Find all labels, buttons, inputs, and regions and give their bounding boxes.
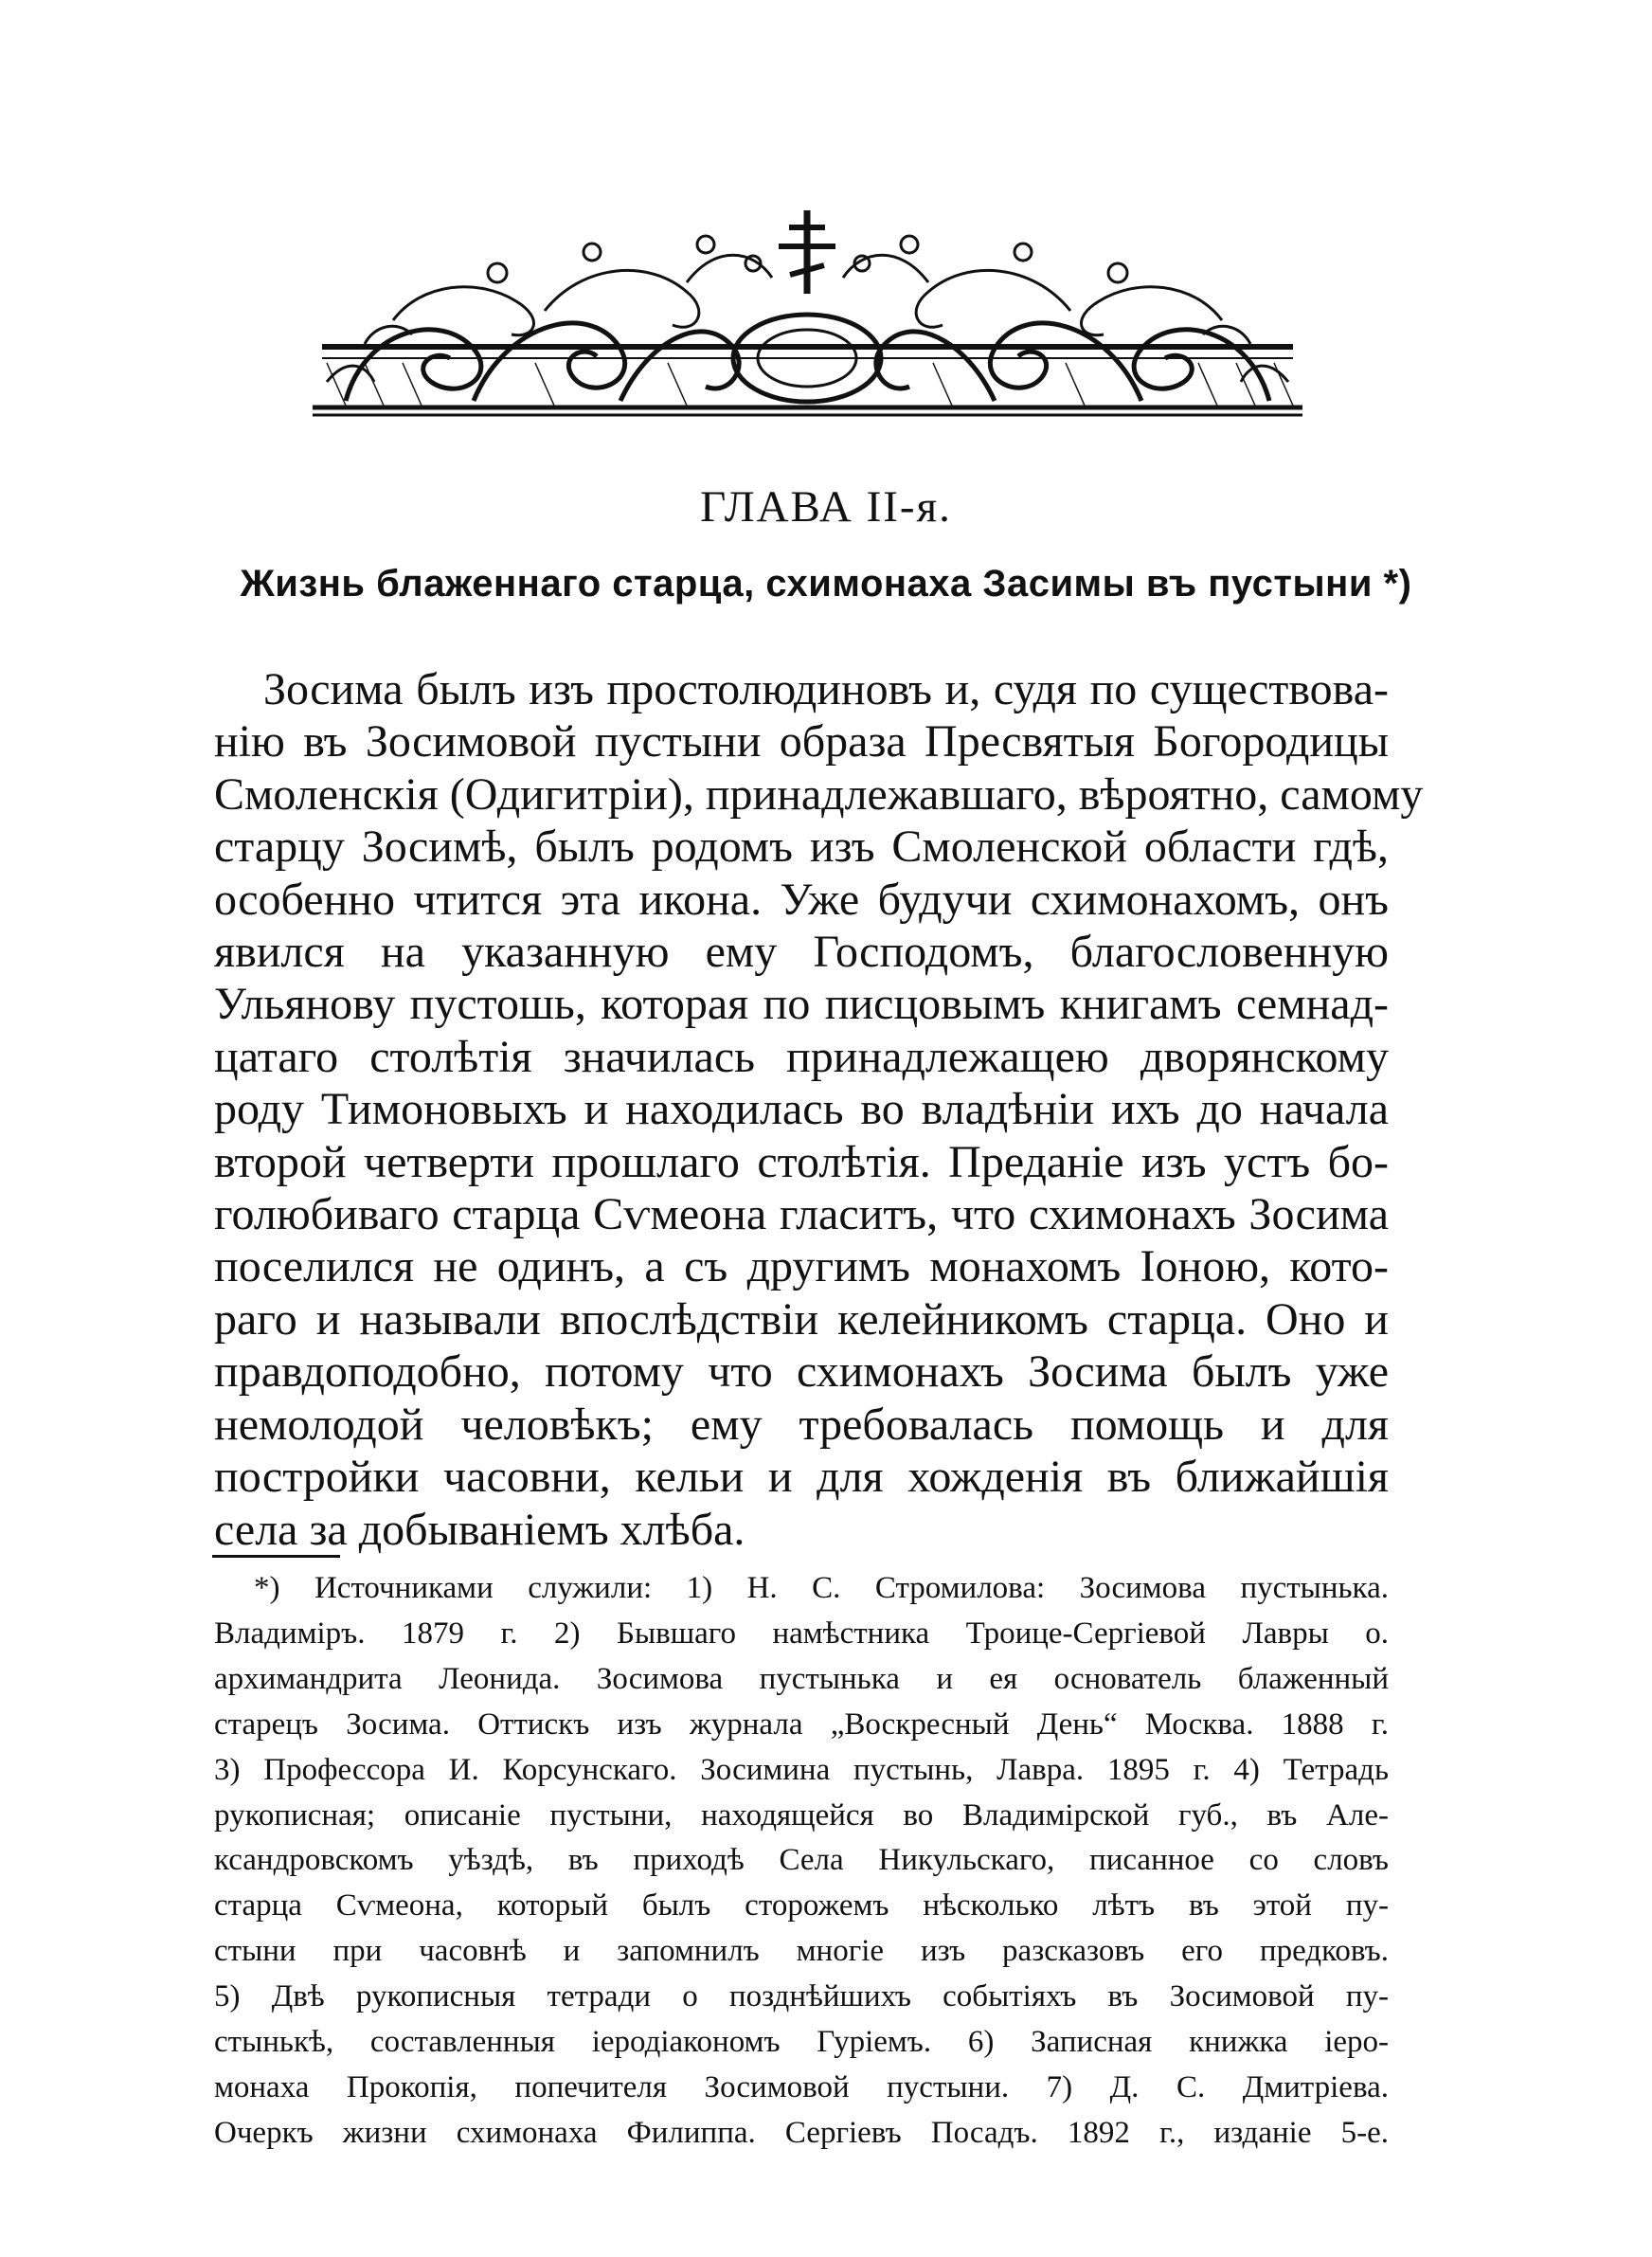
body-line: явился на указанную ему Господомъ, благословенную: [214, 927, 1389, 978]
body-line: Смоленскія (Одигитріи), принадлежавшаго, вѣроятно, самому: [214, 768, 1424, 820]
footnote-line: монаха Прокопія, попечителя Зосимовой пустыни. 7) Д. С. Дмитріева.: [214, 2069, 1389, 2104]
footnote-line: Владиміръ. 1879 г. 2) Бывшаго намѣстника Троице-Сергіевой Лавры о.: [214, 1616, 1389, 1651]
body-line: особенно чтится эта икона. Уже будучи схимонахомъ, онъ: [214, 874, 1389, 925]
footnote-line: 5) Двѣ рукописныя тетради о позднѣйшихъ событіяхъ въ Зосимовой пу-: [214, 1979, 1389, 2014]
footnote-line: старца Сѵмеона, который былъ сторожемъ нѣсколько лѣтъ въ этой пу-: [214, 1888, 1389, 1923]
footnote: [214, 1566, 1389, 2157]
footnote-line: *) Источниками служили: 1) Н. С. Стромилова: Зосимова пустынька.: [254, 1571, 1389, 1605]
footnote-line: архимандрита Леонида. Зосимова пустынька и ея основатель блаженный: [214, 1661, 1389, 1696]
chapter-heading: ГЛАВА II-я.: [700, 482, 952, 532]
footnote-line: старецъ Зосима. Оттискъ изъ журнала „Воскресный День“ Москва. 1888 г.: [214, 1706, 1389, 1742]
footnote-line: 3) Профессора И. Корсунскаго. Зосимина пустынь, Лавра. 1895 г. 4) Тетрадь: [214, 1752, 1389, 1787]
body-line: роду Тимоновыхъ и находилась во владѣніи ихъ до начала: [214, 1084, 1389, 1135]
headpiece-ornament-icon: [308, 207, 1307, 423]
footnote-line: рукописная; описаніе пустыни, находящейся во Владимірской губ., въ Але-: [214, 1797, 1389, 1833]
body-line: постройки часовни, кельи и для хожденія въ ближайшія: [214, 1452, 1389, 1503]
footnote-line: ксандровскомъ уѣздѣ, въ приходѣ Села Никульскаго, писанное со словъ: [214, 1843, 1389, 1878]
footnote-separator: [212, 1555, 340, 1558]
body-line: села за добываніемъ хлѣба.: [214, 1504, 745, 1555]
body-paragraph: [214, 663, 1424, 1556]
body-line: правдоподобно, потому что схимонахъ Зосима былъ уже: [214, 1346, 1389, 1398]
body-line: второй четверти прошлаго столѣтія. Преданіе изъ устъ бо-: [214, 1136, 1389, 1187]
body-line: цатаго столѣтія значилась принадлежащею дворянскому: [214, 1031, 1389, 1082]
chapter-title: Жизнь блаженнаго старца, схимонаха Засимы въ пустыни *): [240, 563, 1412, 605]
body-line: Зосима былъ изъ простолюдиновъ и, судя по существова-: [263, 664, 1389, 714]
body-line: поселился не одинъ, а съ другимъ монахомъ Іоною, кото-: [214, 1241, 1389, 1292]
body-line: немолодой человѣкъ; ему требовалась помощь и для: [214, 1399, 1389, 1450]
body-line: раго и называли впослѣдствіи келейникомъ старца. Оно и: [214, 1293, 1389, 1345]
body-line: старцу Зосимѣ, былъ родомъ изъ Смоленской области гдѣ,: [214, 822, 1389, 873]
body-line: нію въ Зосимовой пустыни образа Пресвятыя Богородицы: [214, 716, 1389, 767]
footnote-line: стынькѣ, составленныя іеродіакономъ Гуріемъ. 6) Записная книжка іеро-: [214, 2025, 1389, 2060]
body-line: Ульянову пустошь, которая по писцовымъ книгамъ семнад-: [214, 979, 1389, 1030]
footnote-line: стыни при часовнѣ и запомнилъ многіе изъ разсказовъ его предковъ.: [214, 1934, 1389, 1969]
body-line: голюбиваго старца Сѵмеона гласитъ, что схимонахъ Зосима: [214, 1189, 1389, 1240]
footnote-line: Очеркъ жизни схимонаха Филиппа. Сергіевъ Посадъ. 1892 г., изданіе 5-е.: [214, 2115, 1389, 2150]
